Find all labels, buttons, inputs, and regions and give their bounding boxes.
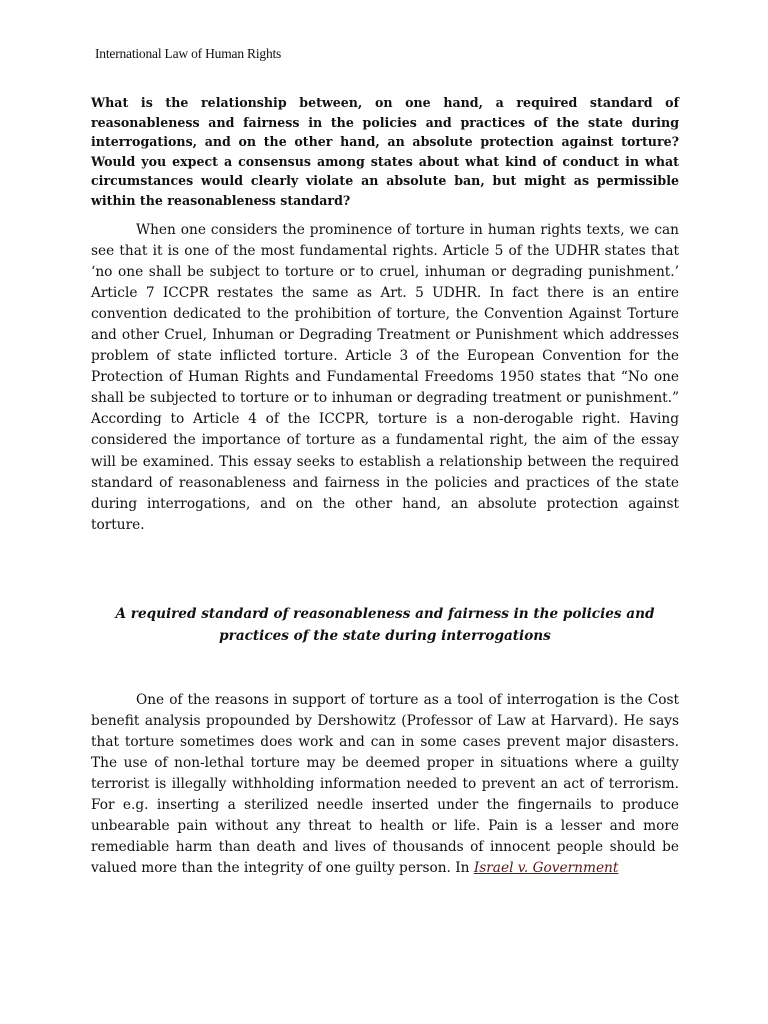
essay-question: What is the relationship between, on one hand, a required standard of reasonableness and fairness in the policies and practices of the state during interrogations, and on the other hand, an absolute protection against torture? Would you expect a consensus among states about what kind of conduct in what circumstances would clearly violate an absolute ban, but might as permissible within the reasonableness standard? [91,95,679,208]
document-header: International Law of Human Rights [95,46,282,61]
paragraph-introduction: When one considers the prominence of torture in human rights texts, we can see that it is one of the most fundamental rights. Article 5 of the UDHR states that ‘no one shall be subject to torture or to cruel, inhuman or degrading punishment.’ Article 7 ICCPR restates the same as Art. 5 UDHR. In fact there is an entire convention dedicated to the prohibition of torture, the Convention Against Torture and other Cruel, Inhuman or Degrading Treatment or Punishment which addresses problem of state inflicted torture. Article 3 of the European Convention for the Protection of Human Rights and Fundamental Freedoms 1950 states that “No one shall be subjected to torture or to inhuman or degrading treatment or punishment.” According to Article 4 of the ICCPR, torture is a non-derogable right. Having considered the importance of torture as a fundamental right, the aim of the essay will be examined. This essay seeks to establish a relationship between the required standard of reasonableness and fairness in the policies and practices of the state during interrogations, and on the other hand, an absolute protection against torture. [91,222,679,533]
case-reference: Israel v. Government [473,860,619,877]
paragraph-cost-benefit [91,690,679,879]
paragraph-cost-benefit-text: One of the reasons in support of torture as a tool of interrogation is the Cost benefit analysis propounded by Dershowitz (Professor of Law at Harvard). He says that torture sometimes does work and can in some cases prevent major disasters. The use of non-lethal torture may be deemed proper in situations where a guilty terrorist is illegally withholding information needed to prevent an act of terrorism. For e.g. inserting a sterilized needle inserted under the fingernails to produce unbearable pain without any threat to health or life. Pain is a lesser and more remediable harm than death and lives of thousands of innocent people should be valued more than the integrity of one guilty person. In [91,692,679,877]
section-heading: A required standard of reasonableness and fairness in the policies and practices of the state during interrogations [115,606,655,644]
